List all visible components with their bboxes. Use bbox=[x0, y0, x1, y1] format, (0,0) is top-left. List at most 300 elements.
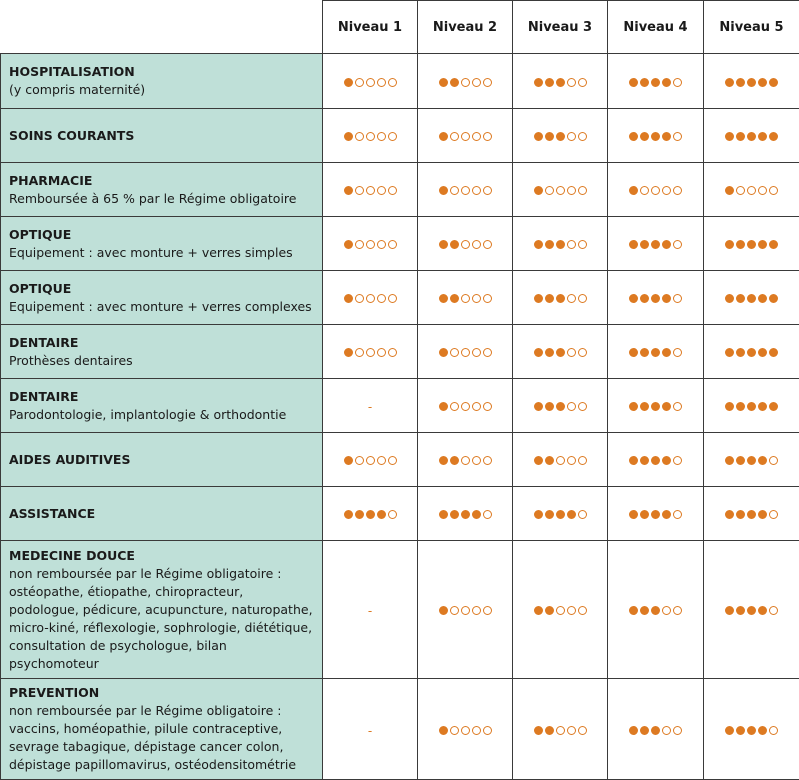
filled-dot-icon bbox=[556, 510, 565, 519]
filled-dot-icon bbox=[629, 726, 638, 735]
empty-dot-icon bbox=[355, 348, 364, 357]
filled-dot-icon bbox=[545, 348, 554, 357]
rating-dots bbox=[629, 456, 682, 465]
filled-dot-icon bbox=[439, 132, 448, 141]
filled-dot-icon bbox=[725, 402, 734, 411]
empty-dot-icon bbox=[673, 186, 682, 195]
filled-dot-icon bbox=[629, 510, 638, 519]
filled-dot-icon bbox=[640, 78, 649, 87]
filled-dot-icon bbox=[747, 456, 756, 465]
rating-dots bbox=[534, 402, 587, 411]
not-covered-marker: - bbox=[368, 400, 372, 414]
rating-dots bbox=[629, 606, 682, 615]
empty-dot-icon bbox=[461, 726, 470, 735]
rating-dots bbox=[439, 606, 492, 615]
header-blank-cell bbox=[1, 1, 323, 54]
empty-dot-icon bbox=[355, 294, 364, 303]
rating-dots bbox=[725, 402, 778, 411]
empty-dot-icon bbox=[578, 606, 587, 615]
coverage-label-cell bbox=[1, 163, 323, 217]
filled-dot-icon bbox=[736, 456, 745, 465]
empty-dot-icon bbox=[450, 606, 459, 615]
empty-dot-icon bbox=[483, 726, 492, 735]
filled-dot-icon bbox=[725, 726, 734, 735]
empty-dot-icon bbox=[472, 294, 481, 303]
filled-dot-icon bbox=[545, 78, 554, 87]
empty-dot-icon bbox=[556, 726, 565, 735]
header-row bbox=[1, 1, 799, 54]
table-row bbox=[1, 54, 799, 109]
level-cell bbox=[323, 325, 418, 379]
filled-dot-icon bbox=[450, 294, 459, 303]
filled-dot-icon bbox=[662, 510, 671, 519]
level-cell bbox=[418, 487, 513, 541]
coverage-title: ASSISTANCE bbox=[9, 505, 316, 523]
empty-dot-icon bbox=[377, 78, 386, 87]
table-row bbox=[1, 217, 799, 271]
empty-dot-icon bbox=[567, 726, 576, 735]
rating-dots bbox=[629, 186, 682, 195]
filled-dot-icon bbox=[640, 456, 649, 465]
level-cell bbox=[513, 109, 608, 163]
rating-dots bbox=[629, 240, 682, 249]
filled-dot-icon bbox=[545, 726, 554, 735]
level-cell bbox=[704, 379, 799, 433]
level-cell bbox=[608, 433, 704, 487]
empty-dot-icon bbox=[377, 186, 386, 195]
empty-dot-icon bbox=[355, 240, 364, 249]
filled-dot-icon bbox=[534, 294, 543, 303]
empty-dot-icon bbox=[388, 78, 397, 87]
level-cell bbox=[323, 487, 418, 541]
filled-dot-icon bbox=[736, 294, 745, 303]
coverage-label-cell bbox=[1, 433, 323, 487]
filled-dot-icon bbox=[758, 510, 767, 519]
filled-dot-icon bbox=[534, 510, 543, 519]
rating-dots bbox=[725, 78, 778, 87]
empty-dot-icon bbox=[673, 78, 682, 87]
filled-dot-icon bbox=[450, 510, 459, 519]
empty-dot-icon bbox=[578, 348, 587, 357]
level-cell bbox=[418, 109, 513, 163]
filled-dot-icon bbox=[439, 510, 448, 519]
table-row bbox=[1, 379, 799, 433]
filled-dot-icon bbox=[651, 456, 660, 465]
rating-dots bbox=[439, 510, 492, 519]
empty-dot-icon bbox=[483, 402, 492, 411]
level-cell bbox=[323, 217, 418, 271]
filled-dot-icon bbox=[651, 348, 660, 357]
filled-dot-icon bbox=[545, 510, 554, 519]
empty-dot-icon bbox=[366, 240, 375, 249]
empty-dot-icon bbox=[355, 456, 364, 465]
filled-dot-icon bbox=[366, 510, 375, 519]
filled-dot-icon bbox=[758, 132, 767, 141]
filled-dot-icon bbox=[758, 606, 767, 615]
rating-dots bbox=[534, 348, 587, 357]
empty-dot-icon bbox=[673, 294, 682, 303]
filled-dot-icon bbox=[439, 294, 448, 303]
rating-dots bbox=[439, 240, 492, 249]
empty-dot-icon bbox=[567, 186, 576, 195]
level-cell bbox=[704, 433, 799, 487]
coverage-label-cell bbox=[1, 54, 323, 109]
filled-dot-icon bbox=[651, 132, 660, 141]
empty-dot-icon bbox=[377, 456, 386, 465]
filled-dot-icon bbox=[725, 510, 734, 519]
coverage-title: AIDES AUDITIVES bbox=[9, 451, 316, 469]
empty-dot-icon bbox=[366, 78, 375, 87]
empty-dot-icon bbox=[673, 606, 682, 615]
filled-dot-icon bbox=[747, 78, 756, 87]
rating-dots bbox=[725, 240, 778, 249]
empty-dot-icon bbox=[450, 186, 459, 195]
filled-dot-icon bbox=[545, 132, 554, 141]
filled-dot-icon bbox=[450, 78, 459, 87]
level-cell bbox=[513, 271, 608, 325]
filled-dot-icon bbox=[662, 402, 671, 411]
rating-dots bbox=[439, 294, 492, 303]
rating-dots bbox=[725, 510, 778, 519]
rating-dots bbox=[629, 294, 682, 303]
rating-dots bbox=[629, 726, 682, 735]
rating-dots bbox=[344, 456, 397, 465]
coverage-subtitle: Equipement : avec monture + verres complexes bbox=[9, 298, 316, 316]
empty-dot-icon bbox=[472, 456, 481, 465]
level-cell bbox=[513, 217, 608, 271]
filled-dot-icon bbox=[725, 606, 734, 615]
empty-dot-icon bbox=[483, 240, 492, 249]
level-cell bbox=[608, 54, 704, 109]
filled-dot-icon bbox=[344, 240, 353, 249]
filled-dot-icon bbox=[545, 606, 554, 615]
filled-dot-icon bbox=[472, 510, 481, 519]
empty-dot-icon bbox=[366, 186, 375, 195]
empty-dot-icon bbox=[472, 606, 481, 615]
filled-dot-icon bbox=[747, 606, 756, 615]
filled-dot-icon bbox=[651, 510, 660, 519]
empty-dot-icon bbox=[662, 186, 671, 195]
filled-dot-icon bbox=[344, 132, 353, 141]
coverage-label-cell bbox=[1, 217, 323, 271]
filled-dot-icon bbox=[758, 240, 767, 249]
empty-dot-icon bbox=[556, 606, 565, 615]
level-cell bbox=[608, 679, 704, 780]
level-cell bbox=[323, 679, 418, 780]
filled-dot-icon bbox=[651, 402, 660, 411]
empty-dot-icon bbox=[377, 348, 386, 357]
filled-dot-icon bbox=[545, 456, 554, 465]
level-cell bbox=[513, 541, 608, 679]
table-row bbox=[1, 679, 799, 780]
empty-dot-icon bbox=[472, 78, 481, 87]
rating-dots bbox=[344, 348, 397, 357]
empty-dot-icon bbox=[556, 186, 565, 195]
empty-dot-icon bbox=[388, 132, 397, 141]
filled-dot-icon bbox=[439, 240, 448, 249]
filled-dot-icon bbox=[725, 186, 734, 195]
empty-dot-icon bbox=[673, 726, 682, 735]
level-cell bbox=[608, 217, 704, 271]
coverage-subtitle: Remboursée à 65 % par le Régime obligatoire bbox=[9, 190, 316, 208]
filled-dot-icon bbox=[725, 240, 734, 249]
rating-dots bbox=[344, 510, 397, 519]
level-cell bbox=[323, 379, 418, 433]
coverage-title: PHARMACIE bbox=[9, 172, 316, 190]
rating-dots bbox=[344, 78, 397, 87]
filled-dot-icon bbox=[545, 294, 554, 303]
level-cell bbox=[513, 679, 608, 780]
level-cell bbox=[513, 163, 608, 217]
empty-dot-icon bbox=[355, 132, 364, 141]
level-cell bbox=[323, 163, 418, 217]
level-cell bbox=[608, 271, 704, 325]
rating-dots bbox=[725, 348, 778, 357]
filled-dot-icon bbox=[534, 456, 543, 465]
empty-dot-icon bbox=[388, 294, 397, 303]
not-covered-marker: - bbox=[368, 724, 372, 738]
empty-dot-icon bbox=[461, 240, 470, 249]
empty-dot-icon bbox=[355, 186, 364, 195]
filled-dot-icon bbox=[758, 456, 767, 465]
filled-dot-icon bbox=[640, 606, 649, 615]
filled-dot-icon bbox=[725, 456, 734, 465]
level-cell bbox=[704, 217, 799, 271]
empty-dot-icon bbox=[673, 348, 682, 357]
empty-dot-icon bbox=[461, 186, 470, 195]
rating-dots bbox=[439, 726, 492, 735]
filled-dot-icon bbox=[355, 510, 364, 519]
filled-dot-icon bbox=[344, 294, 353, 303]
empty-dot-icon bbox=[567, 78, 576, 87]
coverage-title: DENTAIRE bbox=[9, 334, 316, 352]
empty-dot-icon bbox=[483, 510, 492, 519]
empty-dot-icon bbox=[578, 240, 587, 249]
filled-dot-icon bbox=[662, 240, 671, 249]
level-cell bbox=[513, 325, 608, 379]
empty-dot-icon bbox=[483, 348, 492, 357]
empty-dot-icon bbox=[483, 456, 492, 465]
filled-dot-icon bbox=[662, 348, 671, 357]
filled-dot-icon bbox=[534, 606, 543, 615]
level-cell bbox=[323, 271, 418, 325]
filled-dot-icon bbox=[736, 510, 745, 519]
rating-dots bbox=[725, 186, 778, 195]
empty-dot-icon bbox=[377, 294, 386, 303]
rating-dots bbox=[534, 606, 587, 615]
filled-dot-icon bbox=[629, 456, 638, 465]
empty-dot-icon bbox=[483, 294, 492, 303]
filled-dot-icon bbox=[736, 402, 745, 411]
table-row bbox=[1, 433, 799, 487]
filled-dot-icon bbox=[629, 294, 638, 303]
empty-dot-icon bbox=[567, 132, 576, 141]
empty-dot-icon bbox=[673, 456, 682, 465]
empty-dot-icon bbox=[578, 510, 587, 519]
filled-dot-icon bbox=[640, 348, 649, 357]
empty-dot-icon bbox=[747, 186, 756, 195]
rating-dots bbox=[725, 294, 778, 303]
empty-dot-icon bbox=[567, 348, 576, 357]
empty-dot-icon bbox=[472, 402, 481, 411]
filled-dot-icon bbox=[629, 240, 638, 249]
filled-dot-icon bbox=[556, 132, 565, 141]
rating-dots bbox=[439, 132, 492, 141]
filled-dot-icon bbox=[567, 510, 576, 519]
filled-dot-icon bbox=[439, 78, 448, 87]
rating-dots bbox=[534, 186, 587, 195]
empty-dot-icon bbox=[567, 402, 576, 411]
empty-dot-icon bbox=[662, 606, 671, 615]
filled-dot-icon bbox=[736, 132, 745, 141]
filled-dot-icon bbox=[534, 348, 543, 357]
empty-dot-icon bbox=[556, 456, 565, 465]
empty-dot-icon bbox=[472, 132, 481, 141]
level-cell bbox=[704, 54, 799, 109]
level-cell bbox=[513, 433, 608, 487]
level-cell bbox=[418, 433, 513, 487]
level-header-4: Niveau 4 bbox=[608, 1, 704, 54]
empty-dot-icon bbox=[472, 240, 481, 249]
filled-dot-icon bbox=[556, 348, 565, 357]
level-cell bbox=[323, 54, 418, 109]
level-cell bbox=[608, 325, 704, 379]
filled-dot-icon bbox=[629, 132, 638, 141]
filled-dot-icon bbox=[556, 402, 565, 411]
empty-dot-icon bbox=[461, 456, 470, 465]
empty-dot-icon bbox=[651, 186, 660, 195]
empty-dot-icon bbox=[567, 240, 576, 249]
empty-dot-icon bbox=[567, 294, 576, 303]
empty-dot-icon bbox=[662, 726, 671, 735]
empty-dot-icon bbox=[450, 402, 459, 411]
level-header-2: Niveau 2 bbox=[418, 1, 513, 54]
rating-dots bbox=[344, 132, 397, 141]
empty-dot-icon bbox=[483, 606, 492, 615]
filled-dot-icon bbox=[769, 402, 778, 411]
filled-dot-icon bbox=[439, 186, 448, 195]
empty-dot-icon bbox=[483, 186, 492, 195]
filled-dot-icon bbox=[534, 186, 543, 195]
filled-dot-icon bbox=[769, 78, 778, 87]
filled-dot-icon bbox=[439, 726, 448, 735]
filled-dot-icon bbox=[736, 78, 745, 87]
filled-dot-icon bbox=[534, 726, 543, 735]
empty-dot-icon bbox=[769, 510, 778, 519]
level-cell bbox=[418, 325, 513, 379]
rating-dots bbox=[534, 456, 587, 465]
rating-dots bbox=[629, 348, 682, 357]
coverage-label-cell bbox=[1, 541, 323, 679]
filled-dot-icon bbox=[439, 348, 448, 357]
filled-dot-icon bbox=[640, 132, 649, 141]
rating-dots bbox=[344, 240, 397, 249]
level-cell bbox=[418, 271, 513, 325]
empty-dot-icon bbox=[461, 402, 470, 411]
filled-dot-icon bbox=[725, 348, 734, 357]
filled-dot-icon bbox=[758, 726, 767, 735]
empty-dot-icon bbox=[450, 726, 459, 735]
empty-dot-icon bbox=[640, 186, 649, 195]
filled-dot-icon bbox=[450, 240, 459, 249]
rating-dots bbox=[439, 186, 492, 195]
filled-dot-icon bbox=[662, 294, 671, 303]
filled-dot-icon bbox=[747, 726, 756, 735]
filled-dot-icon bbox=[534, 240, 543, 249]
empty-dot-icon bbox=[388, 240, 397, 249]
level-cell bbox=[608, 109, 704, 163]
filled-dot-icon bbox=[344, 348, 353, 357]
filled-dot-icon bbox=[651, 294, 660, 303]
empty-dot-icon bbox=[673, 240, 682, 249]
rating-dots bbox=[629, 78, 682, 87]
empty-dot-icon bbox=[450, 348, 459, 357]
empty-dot-icon bbox=[578, 78, 587, 87]
level-cell bbox=[418, 217, 513, 271]
empty-dot-icon bbox=[366, 456, 375, 465]
level-cell bbox=[418, 163, 513, 217]
filled-dot-icon bbox=[769, 348, 778, 357]
empty-dot-icon bbox=[472, 348, 481, 357]
coverage-subtitle: non remboursée par le Régime obligatoire : ostéopathe, étiopathe, chiropracteur, podologue, pédicure, acupuncture, naturopathe, micro-kiné, réflexologie, sophrologie, diététique, consultation de psychologue, bilan psychomoteur bbox=[9, 565, 316, 673]
rating-dots bbox=[534, 78, 587, 87]
coverage-subtitle: Equipement : avec monture + verres simples bbox=[9, 244, 316, 262]
level-cell bbox=[418, 54, 513, 109]
filled-dot-icon bbox=[344, 510, 353, 519]
filled-dot-icon bbox=[629, 78, 638, 87]
not-covered-marker: - bbox=[368, 604, 372, 618]
empty-dot-icon bbox=[388, 456, 397, 465]
empty-dot-icon bbox=[483, 78, 492, 87]
filled-dot-icon bbox=[450, 456, 459, 465]
empty-dot-icon bbox=[769, 456, 778, 465]
coverage-label-cell bbox=[1, 679, 323, 780]
level-cell bbox=[704, 541, 799, 679]
filled-dot-icon bbox=[758, 294, 767, 303]
empty-dot-icon bbox=[472, 726, 481, 735]
rating-dots bbox=[344, 294, 397, 303]
coverage-subtitle: Parodontologie, implantologie & orthodontie bbox=[9, 406, 316, 424]
empty-dot-icon bbox=[366, 294, 375, 303]
filled-dot-icon bbox=[534, 402, 543, 411]
level-cell bbox=[704, 163, 799, 217]
empty-dot-icon bbox=[388, 510, 397, 519]
level-header-5: Niveau 5 bbox=[704, 1, 799, 54]
level-cell bbox=[704, 109, 799, 163]
table-row bbox=[1, 271, 799, 325]
empty-dot-icon bbox=[578, 132, 587, 141]
empty-dot-icon bbox=[567, 456, 576, 465]
rating-dots bbox=[534, 294, 587, 303]
level-cell bbox=[513, 487, 608, 541]
filled-dot-icon bbox=[725, 78, 734, 87]
empty-dot-icon bbox=[673, 510, 682, 519]
filled-dot-icon bbox=[747, 402, 756, 411]
empty-dot-icon bbox=[578, 186, 587, 195]
empty-dot-icon bbox=[673, 402, 682, 411]
filled-dot-icon bbox=[736, 240, 745, 249]
empty-dot-icon bbox=[578, 726, 587, 735]
filled-dot-icon bbox=[344, 78, 353, 87]
empty-dot-icon bbox=[377, 240, 386, 249]
table-row bbox=[1, 163, 799, 217]
coverage-label-cell bbox=[1, 325, 323, 379]
empty-dot-icon bbox=[578, 402, 587, 411]
rating-dots bbox=[629, 132, 682, 141]
empty-dot-icon bbox=[450, 132, 459, 141]
filled-dot-icon bbox=[461, 510, 470, 519]
empty-dot-icon bbox=[578, 294, 587, 303]
